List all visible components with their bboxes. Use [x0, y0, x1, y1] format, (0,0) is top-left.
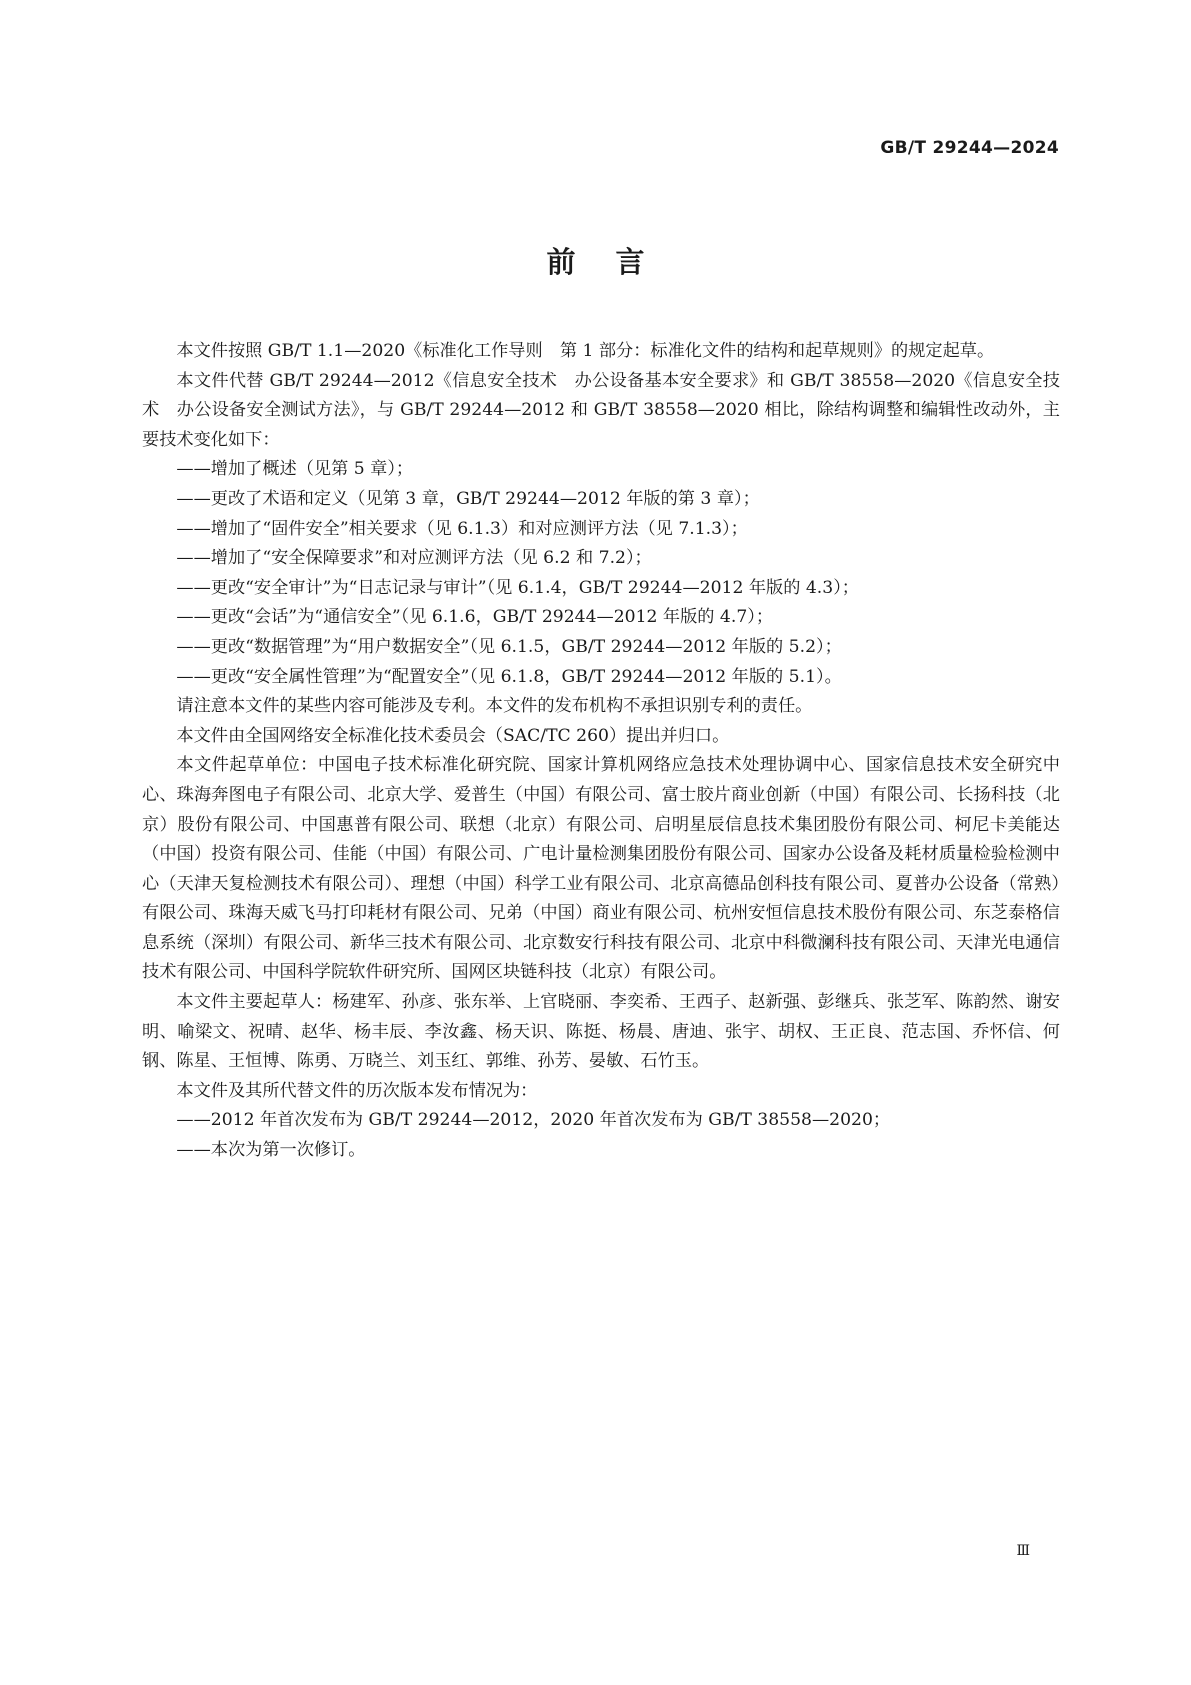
list-item: ——更改“会话”为“通信安全”（见 6.1.6，GB/T 29244—2012 年版的 4.7）； — [176, 607, 774, 628]
paragraph: 请注意本文件的某些内容可能涉及专利。本文件的发布机构不承担识别专利的责任。 — [176, 696, 813, 717]
page-title: 前言 — [546, 245, 685, 279]
paragraph: 本文件及其所代替文件的历次版本发布情况为： — [176, 1080, 538, 1101]
foreword-body — [142, 337, 1060, 1166]
list-item: ——本次为第一次修订。 — [176, 1140, 366, 1161]
list-item: ——更改“安全审计”为“日志记录与审计”（见 6.1.4，GB/T 29244—2012 年版的 4.3）； — [176, 577, 859, 598]
list-item: ——更改“安全属性管理”为“配置安全”（见 6.1.8，GB/T 29244—2012 年版的 5.1）。 — [176, 666, 842, 687]
paragraph: 本文件按照 GB/T 1.1—2020《标准化工作导则 第 1 部分：标准化文件的结构和起草规则》的规定起草。 — [176, 341, 995, 361]
page-number: Ⅲ — [1016, 1543, 1030, 1559]
list-item: ——增加了概述（见第 5 章）； — [176, 459, 414, 480]
paragraph: 本文件起草单位：中国电子技术标准化研究院、国家计算机网络应急技术处理协调中心、国家信息技术安全研究中心、珠海奔图电子有限公司、北京大学、爱普生（中国）有限公司、富士胶片商业创新（中国）有限公司、长扬科技（北京）股份有限公司、中国惠普有限公司、联想（北京）有限公司、启明星辰信息技术集团股份有限公司、柯尼卡美能达（中国）投资有限公司、佳能（中国）有限公司、广电计量检测集团股份有限公司、国家办公设备及耗材质量检验检测中心（天津天复检测技术有限公司）、理想（中国）科学工业有限公司、北京高德品创科技有限公司、夏普办公设备（常熟）有限公司、珠海天威飞马打印耗材有限公司、兄弟（中国）商业有限公司、杭州安恒信息技术股份有限公司、东芝泰格信息系统（深圳）有限公司、新华三技术有限公司、北京数安行科技有限公司、北京中科微澜科技有限公司、天津光电通信技术有限公司、中国科学院软件研究所、国网区块链科技（北京）有限公司。 — [142, 755, 1060, 983]
list-item: ——增加了“固件安全”相关要求（见 6.1.3）和对应测评方法（见 7.1.3）； — [176, 518, 748, 539]
paragraph: 本文件由全国网络安全标准化技术委员会（SAC/TC 260）提出并归口。 — [176, 725, 730, 746]
list-item: ——更改了术语和定义（见第 3 章，GB/T 29244—2012 年版的第 3 章）； — [176, 488, 760, 509]
standard-number: GB/T 29244—2024 — [880, 138, 1059, 158]
paragraph: 本文件主要起草人：杨建军、孙彦、张东举、上官晓丽、李奕希、王西子、赵新强、彭继兵、张芝军、陈韵然、谢安明、喻梁文、祝晴、赵华、杨丰辰、李汝鑫、杨天识、陈挺、杨晨、唐迪、张宇、胡权、王正良、范志国、乔怀信、何钢、陈星、王恒博、陈勇、万晓兰、刘玉红、郭维、孙芳、晏敏、石竹玉。 — [142, 992, 1060, 1072]
list-item: ——2012 年首次发布为 GB/T 29244—2012，2020 年首次发布为 GB/T 38558—2020； — [176, 1110, 891, 1131]
list-item: ——更改“数据管理”为“用户数据安全”（见 6.1.5，GB/T 29244—2012 年版的 5.2）； — [176, 636, 842, 657]
paragraph: 本文件代替 GB/T 29244—2012《信息安全技术 办公设备基本安全要求》和 GB/T 38558—2020《信息安全技术 办公设备安全测试方法》，与 GB/T 29244—2012 和 GB/T 38558—2020 相比，除结构调整和编辑性改动外，主要技术变化如下： — [142, 370, 1060, 450]
list-item: ——增加了“安全保障要求”和对应测评方法（见 6.2 和 7.2）； — [176, 548, 652, 569]
